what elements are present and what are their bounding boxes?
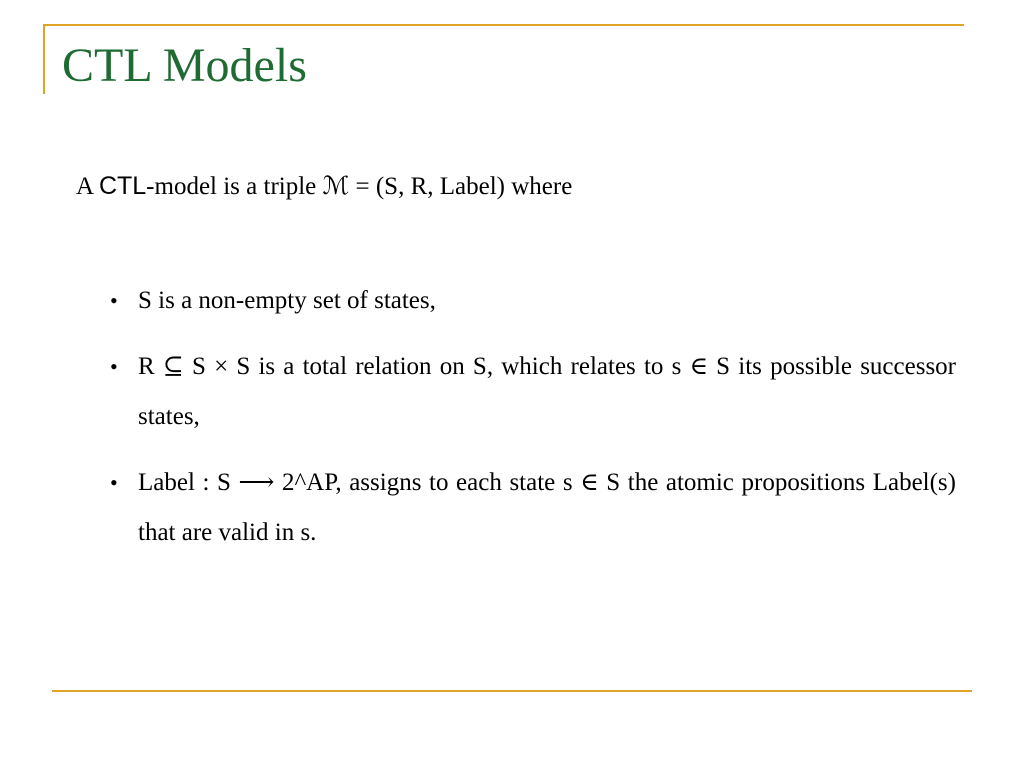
bullet-text-label: Label : S ⟶ 2^AP, assigns to each state s ∈ S the atomic propositions Label(s) that are valid in s. bbox=[138, 469, 956, 546]
left-accent-rule bbox=[43, 24, 45, 94]
list-item bbox=[110, 276, 956, 326]
bottom-accent-rule bbox=[52, 690, 972, 692]
bullet-icon: • bbox=[110, 470, 118, 495]
slide-title: CTL Models bbox=[62, 39, 307, 92]
bullet-icon: • bbox=[110, 354, 118, 379]
intro-rest: -model is a triple ℳ = (S, R, Label) where bbox=[146, 173, 573, 200]
list-item bbox=[110, 458, 956, 558]
bullet-text-states: S is a non-empty set of states, bbox=[138, 287, 436, 314]
definition-list bbox=[110, 276, 956, 574]
intro-prefix: A bbox=[76, 173, 99, 200]
list-item bbox=[110, 342, 956, 442]
bullet-text-relation: R ⊆ S × S is a total relation on S, which relates to s ∈ S its possible successor states, bbox=[138, 353, 956, 430]
bullet-icon: • bbox=[110, 288, 118, 313]
definition-intro bbox=[76, 170, 956, 204]
intro-ctl-term: CTL bbox=[98, 172, 147, 200]
top-accent-rule bbox=[44, 24, 964, 26]
